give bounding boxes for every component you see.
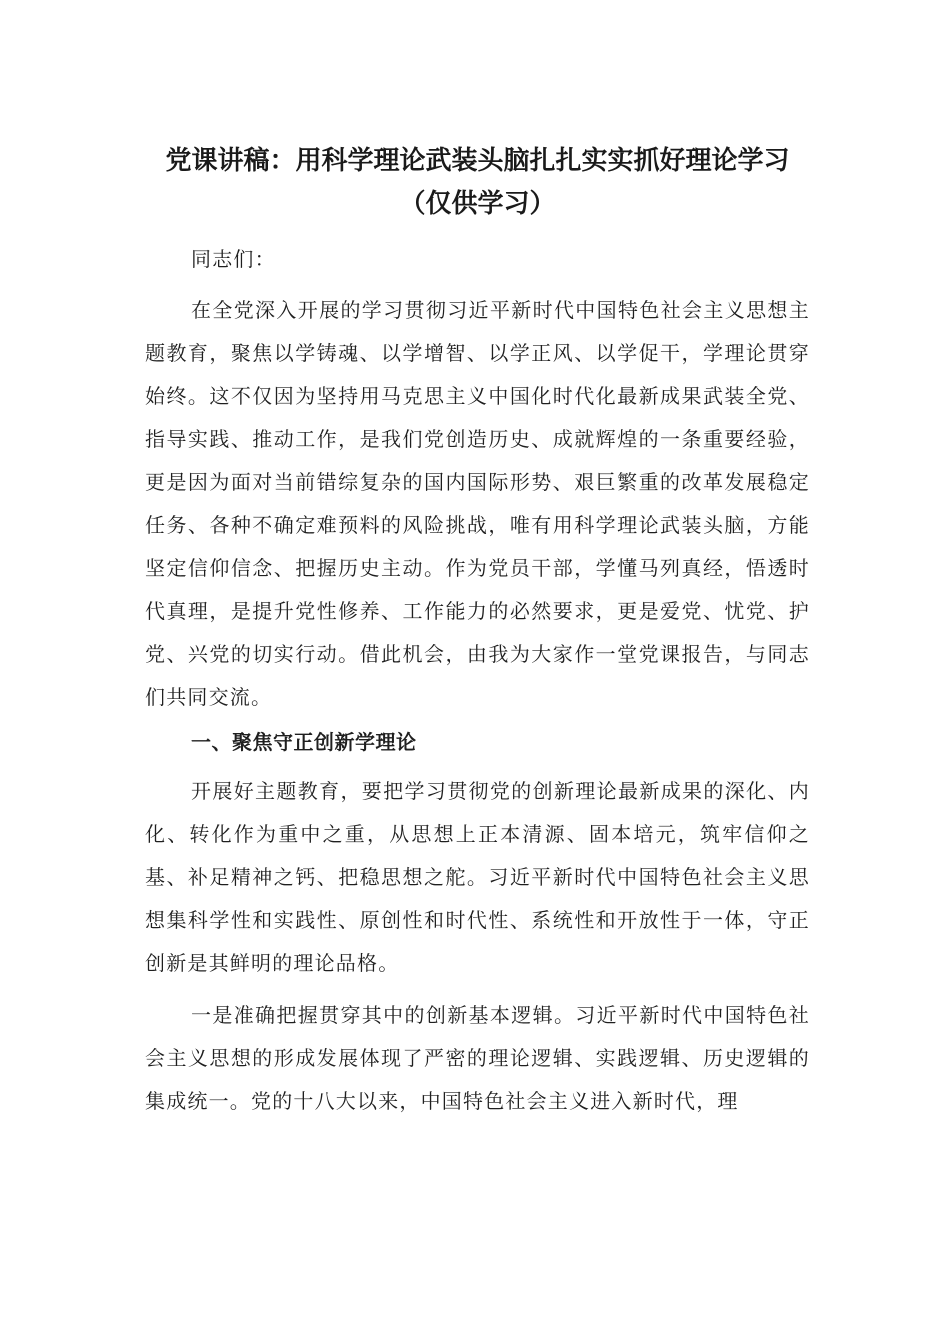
intro-paragraph: 在全党深入开展的学习贯彻习近平新时代中国特色社会主义思想主题教育，聚焦以学铸魂、以学增智、以学正风、以学促干，学理论贯穿始终。这不仅因为坚持用马克思主义中国化时代化最新成果武装全党、指导实践、推动工作，是我们党创造历史、成就辉煌的一条重要经验，更是因为面对当前错综复杂的国内国际形势、艰巨繁重的改革发展稳定任务、各种不确定难预料的风险挑战，唯有用科学理论武装头脑，方能坚定信仰信念、把握历史主动。作为党员干部，学懂马列真经，悟透时代真理，是提升党性修养、工作能力的必然要求，更是爱党、忧党、护党、兴党的切实行动。借此机会，由我为大家作一堂党课报告，与同志们共同交流。 xyxy=(145,298,810,709)
section-paragraph: 开展好主题教育，要把学习贯彻党的创新理论最新成果的深化、内化、转化作为重中之重，从思想上正本清源、固本培元，筑牢信仰之基、补足精神之钙、把稳思想之舵。习近平新时代中国特色社会主义思想集科学性和实践性、原创性和时代性、系统性和开放性于一体，守正创新是其鲜明的理论品格。 xyxy=(145,779,810,975)
document-title: 党课讲稿：用科学理论武装头脑扎扎实实抓好理论学习（仅供学习） xyxy=(165,146,790,219)
greeting: 同志们： xyxy=(191,247,276,271)
section-paragraph: 一是准确把握贯穿其中的创新基本逻辑。习近平新时代中国特色社会主义思想的形成发展体现了严密的理论逻辑、实践逻辑、历史逻辑的集成统一。党的十八大以来，中国特色社会主义进入新时代，理 xyxy=(145,1003,810,1113)
section-heading: 一、聚焦守正创新学理论 xyxy=(191,730,417,754)
